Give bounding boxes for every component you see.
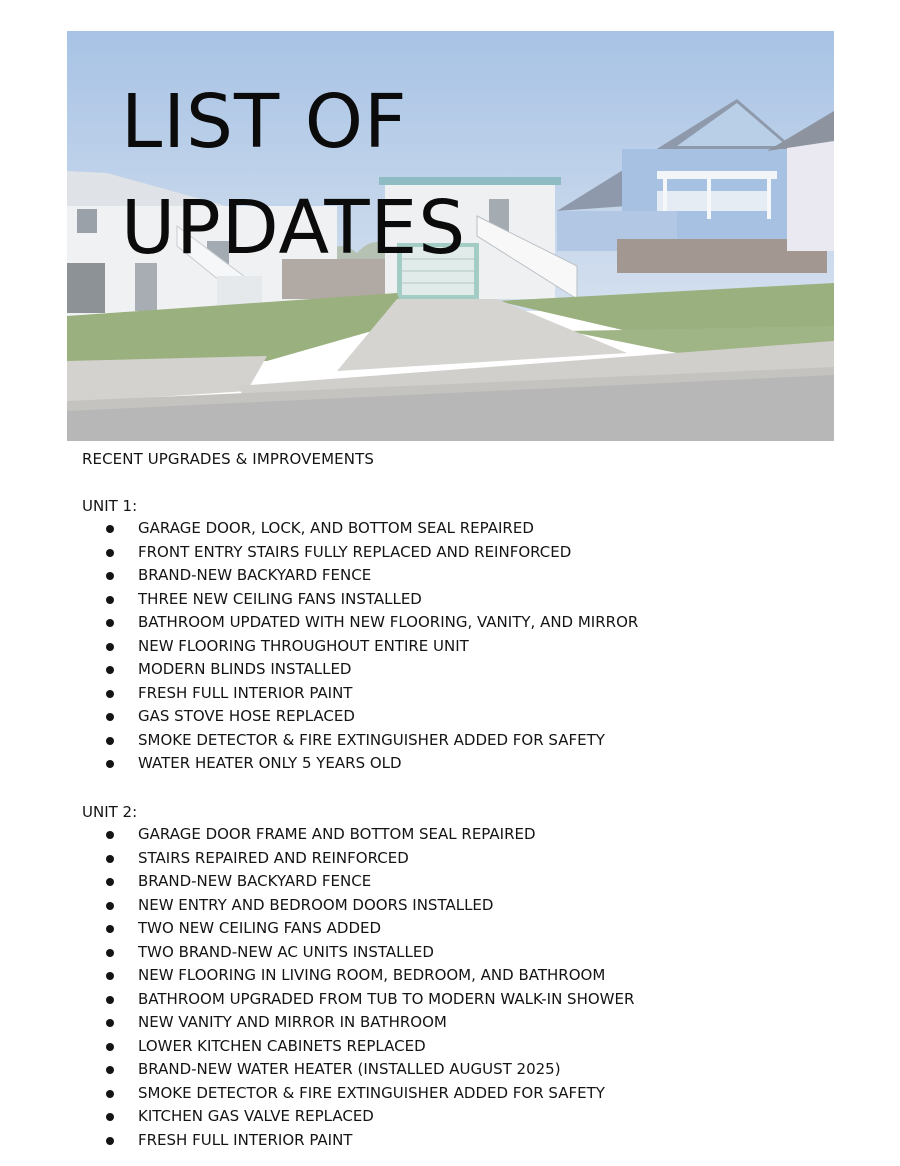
bullet-icon (106, 949, 114, 957)
unit-2-list (0, 823, 634, 1152)
bullet-icon (106, 737, 114, 745)
bullet-icon (106, 1019, 114, 1027)
page-title (121, 69, 466, 281)
bullet-icon (106, 902, 114, 910)
list-item: GARAGE DOOR FRAME AND BOTTOM SEAL REPAIRED (0, 823, 634, 847)
list-item: BRAND-NEW WATER HEATER (INSTALLED AUGUST 2025) (0, 1058, 634, 1082)
list-item: NEW VANITY AND MIRROR IN BATHROOM (0, 1011, 634, 1035)
bullet-icon (106, 972, 114, 980)
list-item: TWO NEW CEILING FANS ADDED (0, 917, 634, 941)
bullet-icon (106, 690, 114, 698)
bullet-icon (106, 831, 114, 839)
list-item: TWO BRAND-NEW AC UNITS INSTALLED (0, 941, 634, 965)
list-item: THREE NEW CEILING FANS INSTALLED (0, 588, 638, 612)
list-item: MODERN BLINDS INSTALLED (0, 658, 638, 682)
bullet-icon (106, 1113, 114, 1121)
list-item: BATHROOM UPGRADED FROM TUB TO MODERN WALK-IN SHOWER (0, 988, 634, 1012)
bullet-icon (106, 996, 114, 1004)
unit-1-list (0, 517, 638, 776)
list-item: NEW FLOORING IN LIVING ROOM, BEDROOM, AND BATHROOM (0, 964, 634, 988)
bullet-icon (106, 643, 114, 651)
bullet-icon (106, 619, 114, 627)
bullet-icon (106, 878, 114, 886)
bullet-icon (106, 925, 114, 933)
unit-1-heading: UNIT 1: (82, 497, 138, 515)
list-item: STAIRS REPAIRED AND REINFORCED (0, 847, 634, 871)
bullet-icon (106, 596, 114, 604)
intro-heading: RECENT UPGRADES & IMPROVEMENTS (82, 450, 374, 468)
bullet-icon (106, 1066, 114, 1074)
bullet-icon (106, 1090, 114, 1098)
title-line-1: LIST OF (121, 79, 408, 165)
list-item: KITCHEN GAS VALVE REPLACED (0, 1105, 634, 1129)
bullet-icon (106, 549, 114, 557)
list-item: GAS STOVE HOSE REPLACED (0, 705, 638, 729)
list-item: FRONT ENTRY STAIRS FULLY REPLACED AND REINFORCED (0, 541, 638, 565)
list-item: FRESH FULL INTERIOR PAINT (0, 1129, 634, 1153)
list-item: NEW ENTRY AND BEDROOM DOORS INSTALLED (0, 894, 634, 918)
list-item: BATHROOM UPDATED WITH NEW FLOORING, VANITY, AND MIRROR (0, 611, 638, 635)
list-item: SMOKE DETECTOR & FIRE EXTINGUISHER ADDED FOR SAFETY (0, 729, 638, 753)
unit-2-heading: UNIT 2: (82, 803, 138, 821)
list-item: NEW FLOORING THROUGHOUT ENTIRE UNIT (0, 635, 638, 659)
list-item: FRESH FULL INTERIOR PAINT (0, 682, 638, 706)
bullet-icon (106, 713, 114, 721)
bullet-icon (106, 760, 114, 768)
list-item: BRAND-NEW BACKYARD FENCE (0, 564, 638, 588)
bullet-icon (106, 855, 114, 863)
list-item: SMOKE DETECTOR & FIRE EXTINGUISHER ADDED FOR SAFETY (0, 1082, 634, 1106)
title-line-2: UPDATES (121, 185, 467, 271)
list-item: BRAND-NEW BACKYARD FENCE (0, 870, 634, 894)
list-item: LOWER KITCHEN CABINETS REPLACED (0, 1035, 634, 1059)
list-item: GARAGE DOOR, LOCK, AND BOTTOM SEAL REPAIRED (0, 517, 638, 541)
hero-banner (67, 31, 834, 441)
bullet-icon (106, 525, 114, 533)
bullet-icon (106, 1043, 114, 1051)
bullet-icon (106, 572, 114, 580)
bullet-icon (106, 1137, 114, 1145)
bullet-icon (106, 666, 114, 674)
list-item: WATER HEATER ONLY 5 YEARS OLD (0, 752, 638, 776)
